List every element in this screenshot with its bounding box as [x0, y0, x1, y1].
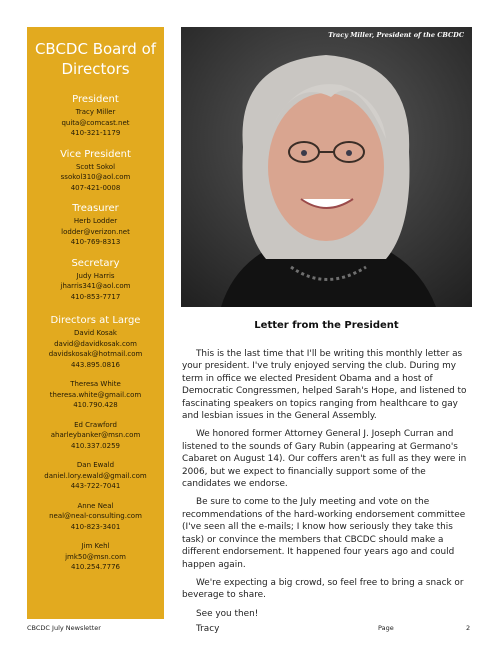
director-entry — [33, 541, 158, 573]
officer-role: Vice President — [60, 148, 131, 160]
sidebar-title: CBCDC Board of Directors — [34, 40, 157, 78]
footer-newsletter-name: CBCDC July Newsletter — [27, 624, 101, 632]
director-name: Jim Kehl — [81, 542, 110, 550]
director-entry — [33, 501, 158, 533]
director-entry — [33, 420, 158, 452]
director-phone: 410.254.7776 — [71, 563, 120, 571]
letter-body — [182, 348, 472, 639]
officer-role: Treasurer — [72, 203, 119, 214]
letter-paragraph: We honored former Attorney General J. Joseph Curran and listened to the sounds of Gary Rubin (appearing at Germano's Cabaret on August 14). Our coffers aren't as full as they were in 2006, but we expect to financially support some of the candidates we endorse. — [182, 429, 467, 490]
officer-email[interactable]: ssokol310@aol.com — [60, 173, 131, 181]
officer-secretary — [33, 257, 158, 303]
director-entry — [33, 379, 158, 411]
officer-phone: 410-769-8313 — [70, 238, 121, 246]
director-phone: 410-823-3401 — [70, 522, 121, 531]
board-sidebar — [27, 27, 164, 619]
footer-page-label: Page — [378, 624, 394, 632]
portrait-illustration — [181, 27, 472, 307]
officer-phone: 410-321-1179 — [70, 129, 121, 137]
director-phone: 410.337.0259 — [71, 441, 120, 450]
president-photo — [181, 27, 472, 307]
officer-name: Judy Harris — [76, 271, 115, 280]
officer-email[interactable]: jharris341@aol.com — [60, 282, 131, 290]
director-name: Ed Crawford — [74, 420, 117, 429]
director-email[interactable]: neal@neal-consulting.com — [49, 512, 142, 520]
director-email[interactable]: theresa.white@gmail.com — [49, 390, 142, 399]
letter-paragraph: This is the last time that I'll be writing this monthly letter as your president. I've truly enjoyed serving the club. During my term in office we elected President Obama and a host of Democratic Congressmen, helped Sarah's Hope, and listened to fascinating speakers on topics ranging from healthcare to gay and lesbian issues in the General Assembly. — [182, 349, 467, 422]
director-email[interactable]: aharleybanker@msn.com — [50, 431, 141, 439]
director-email[interactable]: david@davidkosak.com — [54, 339, 137, 348]
letter-signature: Tracy — [196, 624, 220, 635]
director-entry — [33, 460, 158, 492]
officer-vice-president — [33, 148, 158, 194]
officer-phone: 410-853-7717 — [70, 292, 121, 301]
letter-closing: See you then! — [196, 608, 259, 619]
officer-role: President — [72, 94, 119, 105]
director-email[interactable]: daniel.lory.ewald@gmail.com — [44, 471, 147, 480]
officer-treasurer — [33, 202, 158, 248]
director-name: Theresa White — [70, 380, 121, 388]
officer-name: Tracy Miller — [75, 108, 116, 116]
directors-heading: Directors at Large — [50, 315, 141, 326]
director-email[interactable]: davidskosak@hotmail.com — [48, 350, 143, 358]
officer-president — [33, 93, 158, 139]
director-phone: 410.790.428 — [73, 401, 118, 409]
director-phone: 443.895.0816 — [71, 360, 120, 369]
letter-title: Letter from the President — [254, 320, 399, 331]
officer-name: Scott Sokol — [75, 162, 116, 171]
officer-email[interactable]: quita@comcast.net — [61, 118, 130, 127]
director-email[interactable]: jmk50@msn.com — [65, 552, 126, 561]
footer-page-number: 2 — [466, 624, 471, 632]
director-phone: 443-722-7041 — [70, 482, 121, 490]
photo-caption: Tracy Miller, President of the CBCDC — [328, 31, 464, 39]
director-name: Dan Ewald — [76, 461, 115, 469]
officer-phone: 407-421-0008 — [70, 183, 121, 192]
letter-paragraph: We're expecting a big crowd, so feel free to bring a snack or beverage to share. — [182, 577, 464, 601]
officer-role: Secretary — [71, 257, 120, 269]
officer-email[interactable]: lodder@verizon.net — [61, 227, 130, 236]
letter-paragraph: Be sure to come to the July meeting and vote on the recommendations of the hard-working endorsement committee (I've seen all the e-mails; I know how seriously they take this task) or convince the members that CBCDC should make a different endorsement. It happened four years ago and could happen again. — [182, 497, 466, 570]
director-name: David Kosak — [74, 329, 117, 337]
officer-name: Herb Lodder — [73, 217, 118, 225]
director-name: Anne Neal — [77, 501, 114, 510]
director-entry — [33, 328, 158, 370]
